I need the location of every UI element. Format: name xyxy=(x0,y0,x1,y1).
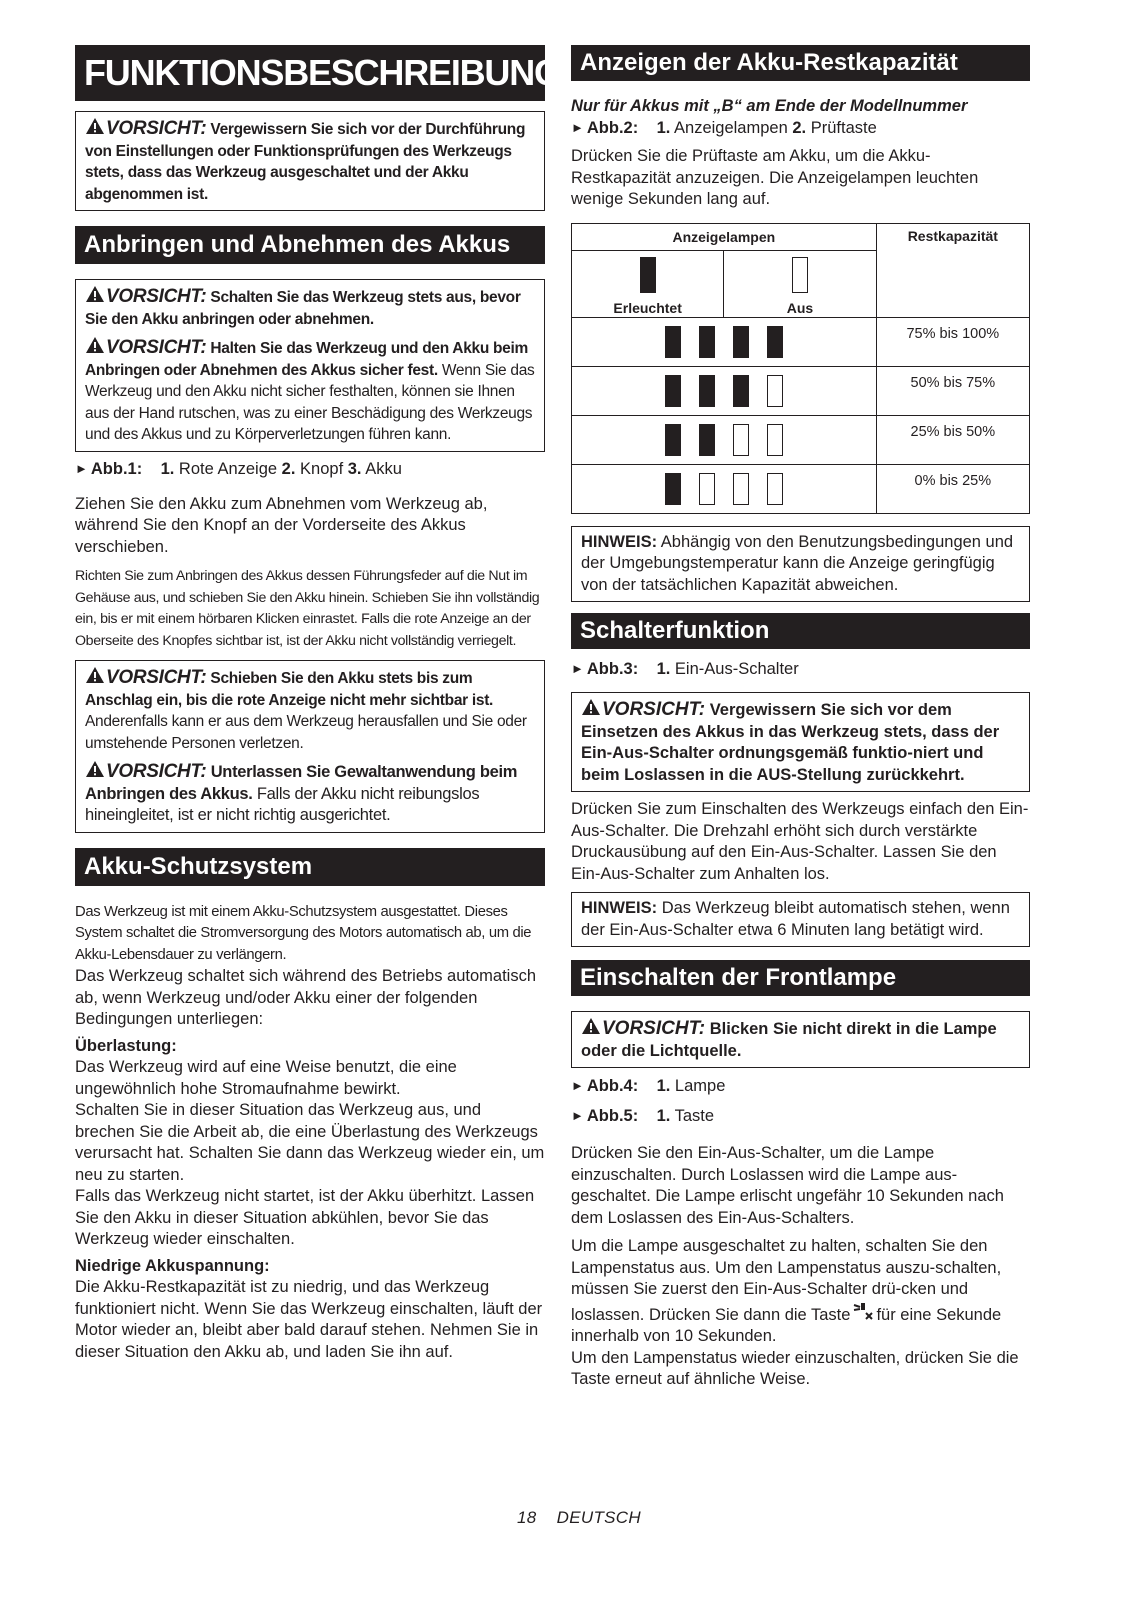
warning-triangle-icon xyxy=(581,1017,601,1035)
lamp-button-icon xyxy=(852,1301,874,1321)
caution-detail: Anderenfalls kann er aus dem Werkzeug herausfallen und Sie oder umstehende Personen verletzen. xyxy=(85,713,527,752)
caution-text: Vergewissern Sie sich vor der Durchführung von Einstellungen oder Funktionsprüfungen des Werkzeugs stets, dass das Werkzeug ausgeschaltet und der Akku abgenommen ist. xyxy=(85,121,526,203)
caution-text: Unterlassen Sie Gewaltanwendung beim Anbringen des Akkus. xyxy=(85,763,518,803)
capacity-value: 0% bis 25% xyxy=(876,464,1029,513)
paragraph-overload-3: Falls das Werkzeug nicht startet, ist der Akku überhitzt. Lassen Sie den Akku in dieser Situation abkühlen, bevor Sie das Werkzeug wieder einschalten. xyxy=(75,1187,535,1248)
paragraph-install-battery: Richten Sie zum Anbringen des Akkus dessen Führungsfeder auf die Nut im Gehäuse aus, und schieben Sie den Akku hinein. Schieben Sie ihn vollständig ein, bis er mit einem hörbaren Klicken einrastet. Falls die rote Anzeige an der Oberseite des Knopfes sichtbar ist, ist der Akku nicht vollständig verriegelt. xyxy=(75,568,540,649)
lamp-lit-icon xyxy=(665,375,681,407)
warning-triangle-icon xyxy=(85,285,105,303)
caution-text: Schieben Sie den Akku stets bis zum Anschlag ein, bis die rote Anzeige nicht mehr sichtbar ist. xyxy=(85,670,494,709)
lamp-off-icon xyxy=(792,257,808,293)
figure-reference-2: ► Abb.2: 1. Anzeigelampen 2. Prüftaste xyxy=(571,119,877,137)
caution-label: VORSICHT: xyxy=(106,118,207,139)
caution-box-1 xyxy=(75,111,545,211)
caution-label: VORSICHT: xyxy=(602,1018,706,1039)
caution-text: Schalten Sie das Werkzeug stets aus, bevor Sie den Akku anbringen oder abnehmen. xyxy=(85,289,521,328)
capacity-value: 75% bis 100% xyxy=(876,317,1029,366)
lamp-off-icon xyxy=(767,473,783,505)
lamp-indicator-cell xyxy=(572,464,877,513)
lamp-off-icon xyxy=(767,375,783,407)
caution-detail: Falls der Akku nicht reibungslos hineingleitet, ist er nicht richtig ausgerichtet. xyxy=(85,784,480,824)
warning-triangle-icon xyxy=(85,666,105,684)
capacity-value: 50% bis 75% xyxy=(876,366,1029,415)
paragraph-capacity-check: Drücken Sie die Prüftaste am Akku, um die Akku-Restkapazität anzuzeigen. Die Anzeigelampen leuchten wenige Sekunden lang auf. xyxy=(571,147,979,208)
caution-label: VORSICHT: xyxy=(106,761,207,782)
lamp-lit-icon xyxy=(665,473,681,505)
caution-box-7 xyxy=(571,1011,1030,1068)
capacity-value: 25% bis 50% xyxy=(876,415,1029,464)
footer-language: DEUTSCH xyxy=(556,1508,641,1527)
caution-box-3 xyxy=(75,660,545,833)
table-header-lamps: Anzeigelampen xyxy=(572,223,877,250)
section-title-capacity: Anzeigen der Akku-Restkapazität xyxy=(571,45,1030,81)
right-column xyxy=(571,45,1030,1391)
lamp-off-icon xyxy=(767,424,783,456)
note-text: Das Werkzeug bleibt automatisch stehen, wenn der Ein-Aus-Schalter etwa 6 Minuten lang betätigt wird. xyxy=(581,899,1010,939)
note-text: Abhängig von den Benutzungsbedingungen und der Umgebungstemperatur kann die Anzeige geringfügig von der tatsächlichen Kapazität abweichen. xyxy=(581,532,1014,594)
paragraph-overload-2: Schalten Sie in dieser Situation das Werkzeug aus, und brechen Sie die Arbeit ab, die eine Überlastung des Werkzeugs verursacht hat. Schalten Sie dann das Werkzeug wieder ein, um neu zu starten. xyxy=(75,1101,545,1184)
caution-label: VORSICHT: xyxy=(106,667,207,688)
figure-reference-1: ► Abb.1: 1. Rote Anzeige 2. Knopf 3. Akku xyxy=(75,459,402,478)
table-header-capacity: Restkapazität xyxy=(876,223,1029,317)
paragraph-remove-battery: Ziehen Sie den Akku zum Abnehmen vom Werkzeug ab, während Sie den Knopf an der Vorderseite des Akkus verschieben. xyxy=(75,494,488,556)
lamp-lit-icon xyxy=(733,375,749,407)
figure-reference-4: ► Abb.4: 1. Lampe xyxy=(571,1077,726,1095)
paragraph-overload-1: Das Werkzeug wird auf eine Weise benutzt, die eine ungewöhnlich hohe Stromaufnahme bewirkt. xyxy=(75,1058,457,1098)
legend-lit: Erleuchtet xyxy=(572,250,724,317)
note-box-1: HINWEIS: Abhängig von den Benutzungsbedingungen und der Umgebungstemperatur kann die Anzeige geringfügig von der tatsächlichen Kapazität abweichen. xyxy=(571,526,1030,603)
page-number: 18 xyxy=(517,1508,537,1527)
capacity-row xyxy=(572,366,1030,415)
paragraph-lamp-status: Um die Lampe ausgeschaltet zu halten, schalten Sie den Lampenstatus aus. Um den Lampenstatus auszu-schalten, müssen Sie zuerst den Ein-Aus-Schalter drü-cken und loslassen. Drücken Sie dann die Taste für eine Sekunde innerhalb von 10 Sekunden. xyxy=(571,1237,1002,1345)
capacity-row xyxy=(572,317,1030,366)
paragraph-switch-operation: Drücken Sie zum Einschalten des Werkzeugs einfach den Ein-Aus-Schalter. Die Drehzahl erhöht sich durch verstärkte Druckausübung auf den Ein-Aus-Schalter. Lassen Sie den Ein-Aus-Schalter zum Anhalten los. xyxy=(571,800,1029,883)
lamp-off-icon xyxy=(699,473,715,505)
note-box-2: HINWEIS: Das Werkzeug bleibt automatisch stehen, wenn der Ein-Aus-Schalter etwa 6 Minuten lang betätigt wird. xyxy=(571,892,1030,947)
paragraph-lamp-reactivate: Um den Lampenstatus wieder einzuschalten, drücken Sie die Taste erneut auf ähnliche Weise. xyxy=(571,1348,1019,1388)
caution-text: Halten Sie das Werkzeug und den Akku beim Anbringen oder Abnehmen des Akkus sicher fest. xyxy=(85,340,528,379)
warning-triangle-icon xyxy=(85,117,105,135)
caution-box-2 xyxy=(75,279,545,452)
lamp-lit-icon xyxy=(665,326,681,358)
figure-reference-5: ► Abb.5: 1. Taste xyxy=(571,1107,715,1125)
lamp-lit-icon xyxy=(699,424,715,456)
lamp-lit-icon xyxy=(699,375,715,407)
lamp-indicator-cell xyxy=(572,415,877,464)
figure-reference-3: ► Abb.3: 1. Ein-Aus-Schalter xyxy=(571,660,799,678)
section-title-front-lamp: Einschalten der Frontlampe xyxy=(571,960,1030,996)
lamp-off-icon xyxy=(733,424,749,456)
lamp-lit-icon xyxy=(665,424,681,456)
lamp-lit-icon xyxy=(699,326,715,358)
paragraph-protection-intro: Das Werkzeug ist mit einem Akku-Schutzsystem ausgestattet. Dieses System schaltet die Stromversorgung des Motors automatisch ab, um die Akku-Lebensdauer zu verlängern. xyxy=(75,903,532,963)
lamp-lit-icon xyxy=(640,257,656,293)
caution-label: VORSICHT: xyxy=(106,286,207,307)
subheading-low-voltage: Niedrige Akkuspannung: xyxy=(75,1256,270,1275)
warning-triangle-icon xyxy=(581,698,601,716)
lamp-indicator-cell xyxy=(572,366,877,415)
model-note: Nur für Akkus mit „B“ am Ende der Modellnummer xyxy=(571,97,968,115)
caution-text: Vergewissern Sie sich vor dem Einsetzen des Akkus in das Werkzeug stets, dass der Ein-Aus-Schalter ordnungsgemäß funktio-niert und beim Loslassen in die AUS-Stellung zurückkehrt. xyxy=(581,701,1000,784)
paragraph-low-voltage: Die Akku-Restkapazität ist zu niedrig, und das Werkzeug funktioniert nicht. Wenn Sie das Werkzeug einschalten, läuft der Motor wieder an, bleibt aber bald darauf stehen. Nehmen Sie in dieser Situation den Akku ab, und laden Sie ihn auf. xyxy=(75,1278,543,1361)
lamp-indicator-cell xyxy=(572,317,877,366)
caution-text: Blicken Sie nicht direkt in die Lampe oder die Lichtquelle. xyxy=(581,1020,997,1060)
paragraph-lamp-on: Drücken Sie den Ein-Aus-Schalter, um die Lampe einzuschalten. Durch Loslassen wird die Lampe aus-geschaltet. Die Lampe erlischt ungefähr 10 Sekunden nach dem Loslassen des Ein-Aus-Schalters. xyxy=(571,1144,1004,1227)
caution-box-6 xyxy=(571,692,1030,792)
capacity-row xyxy=(572,415,1030,464)
subheading-overload: Überlastung: xyxy=(75,1036,177,1055)
section-title-battery-install: Anbringen und Abnehmen des Akkus xyxy=(75,226,545,264)
caution-detail: Wenn Sie das Werkzeug und den Akku nicht sicher festhalten, können sie Ihnen aus der Hand rutschen, was zu einer Beschädigung des Werkzeugs und des Akkus und zu Körperverletzungen führen kann. xyxy=(85,361,535,443)
warning-triangle-icon xyxy=(85,336,105,354)
caution-label: VORSICHT: xyxy=(106,337,207,358)
paragraph-protection-conditions: Das Werkzeug schaltet sich während des Betriebs automatisch ab, wenn Werkzeug und/oder Akku einer der folgenden Bedingungen unterliegen: xyxy=(75,967,537,1028)
left-column xyxy=(75,45,561,1363)
legend-off: Aus xyxy=(724,250,876,317)
caution-label: VORSICHT: xyxy=(602,699,706,720)
lamp-lit-icon xyxy=(733,326,749,358)
page-title: FUNKTIONSBESCHREIBUNG xyxy=(75,45,545,101)
warning-triangle-icon xyxy=(85,760,105,778)
lamp-lit-icon xyxy=(767,326,783,358)
capacity-table xyxy=(571,223,1030,514)
page-footer xyxy=(0,1508,1128,1528)
section-title-switch: Schalterfunktion xyxy=(571,613,1030,649)
section-title-battery-protection: Akku-Schutzsystem xyxy=(75,848,545,886)
capacity-row xyxy=(572,464,1030,513)
lamp-off-icon xyxy=(733,473,749,505)
